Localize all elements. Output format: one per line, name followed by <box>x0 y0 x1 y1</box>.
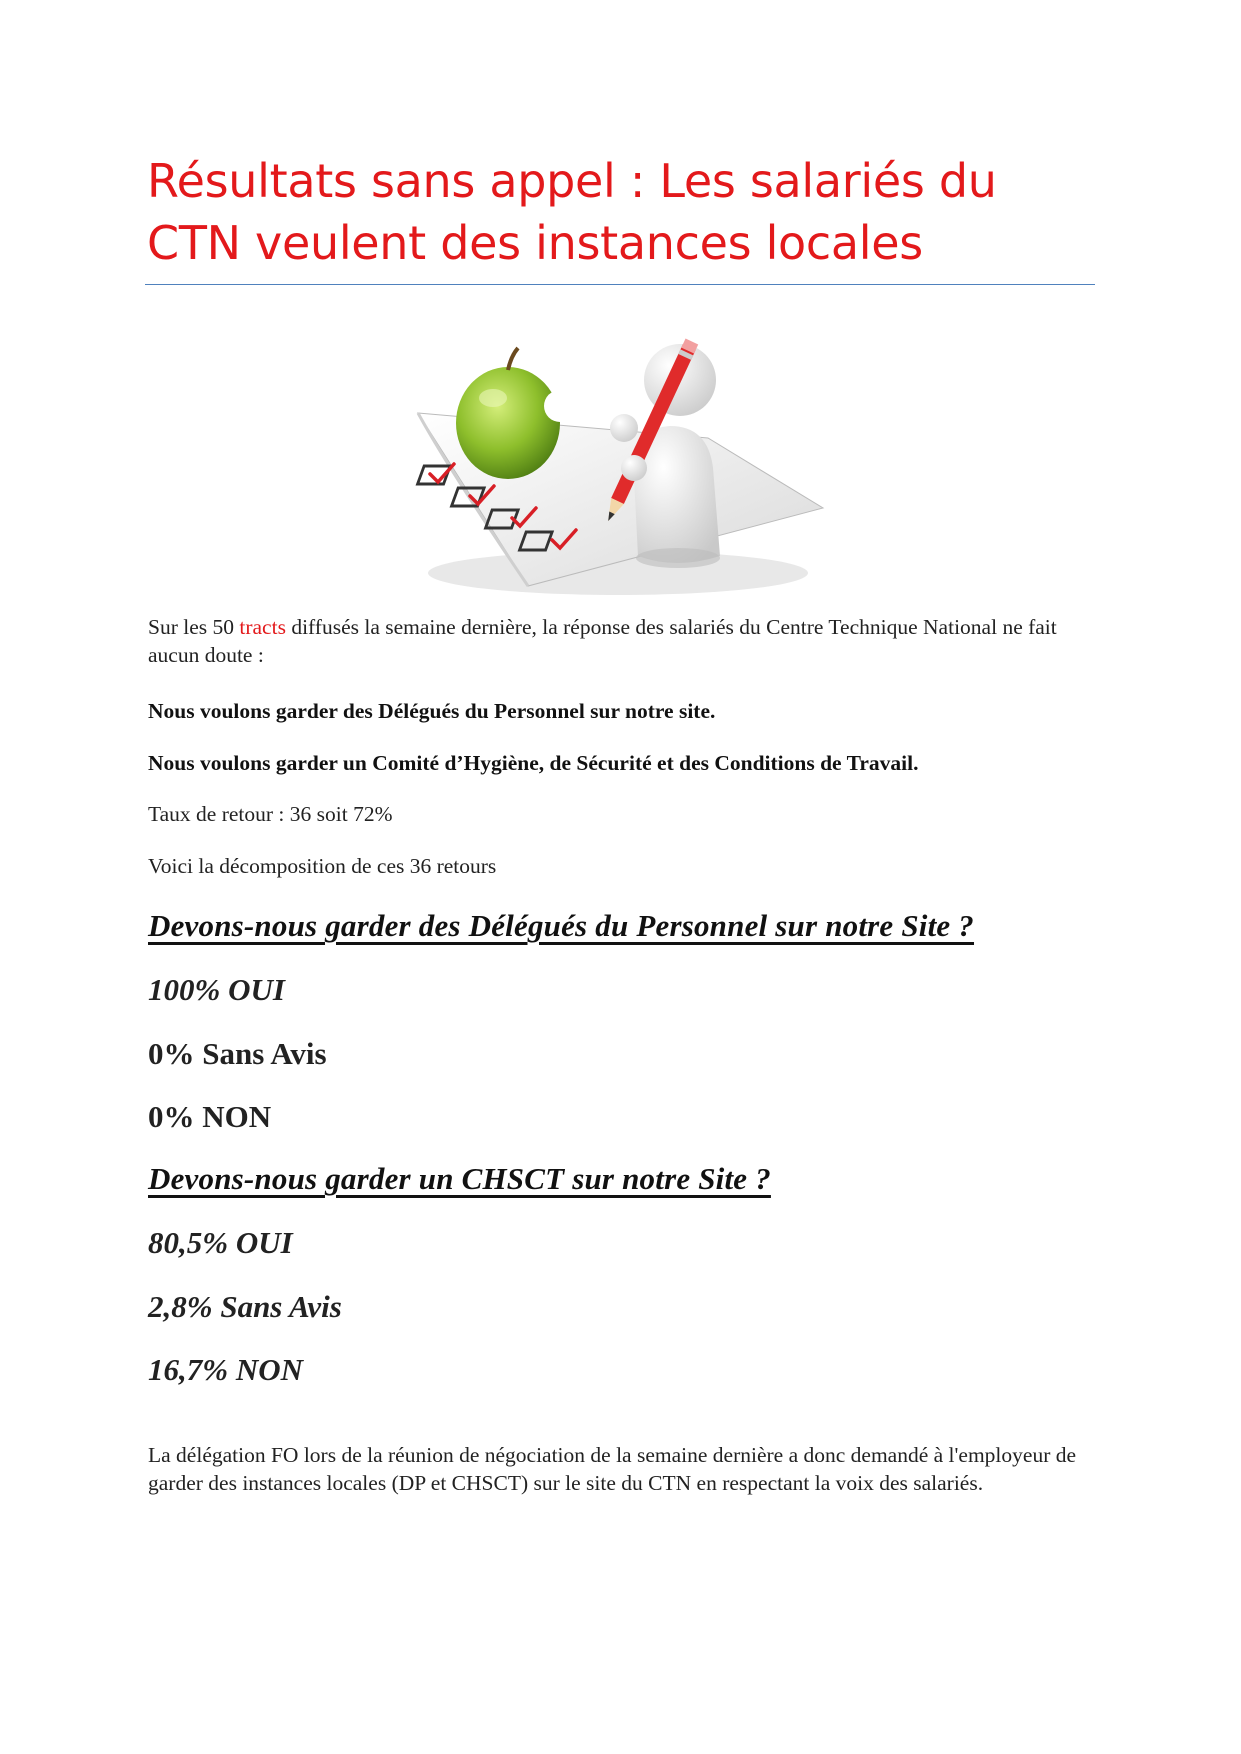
statement-dp: Nous voulons garder des Délégués du Personnel sur notre site. <box>148 699 716 723</box>
question-dp-heading: Devons-nous garder des Délégués du Personnel sur notre Site ? <box>148 908 975 943</box>
intro-paragraph <box>148 613 1088 669</box>
question-chsct-heading: Devons-nous garder un CHSCT sur notre Site ? <box>148 1161 771 1196</box>
dp-result-sans-avis: 0% Sans Avis <box>148 1036 327 1071</box>
dp-result-oui: 100% OUI <box>148 972 285 1007</box>
breakdown-intro: Voici la décomposition de ces 36 retours <box>148 854 497 878</box>
survey-checklist-illustration <box>408 318 828 608</box>
tracts-link[interactable]: tracts <box>239 615 286 639</box>
title-underline-rule <box>145 284 1095 285</box>
page-title: Résultats sans appel : Les salariés du CTN veulent des instances locales <box>147 154 997 270</box>
return-rate: Taux de retour : 36 soit 72% <box>148 802 393 826</box>
statement-chsct: Nous voulons garder un Comité d’Hygiène, de Sécurité et des Conditions de Travail. <box>148 751 919 775</box>
intro-text-start: Sur les 50 <box>148 615 240 639</box>
dp-result-non: 0% NON <box>148 1099 272 1134</box>
chsct-result-oui: 80,5% OUI <box>148 1225 293 1260</box>
chsct-result-sans-avis: 2,8% Sans Avis <box>148 1289 342 1324</box>
conclusion-paragraph: La délégation FO lors de la réunion de négociation de la semaine dernière a donc demandé à l'employeur de garder des instances locales (DP et CHSCT) sur le site du CTN en respectant la voix des salariés. <box>148 1443 1077 1495</box>
chsct-result-non: 16,7% NON <box>148 1352 303 1387</box>
intro-text-end: diffusés la semaine dernière, la réponse des salariés du Centre Technique National ne fait aucun doute : <box>148 615 1057 667</box>
